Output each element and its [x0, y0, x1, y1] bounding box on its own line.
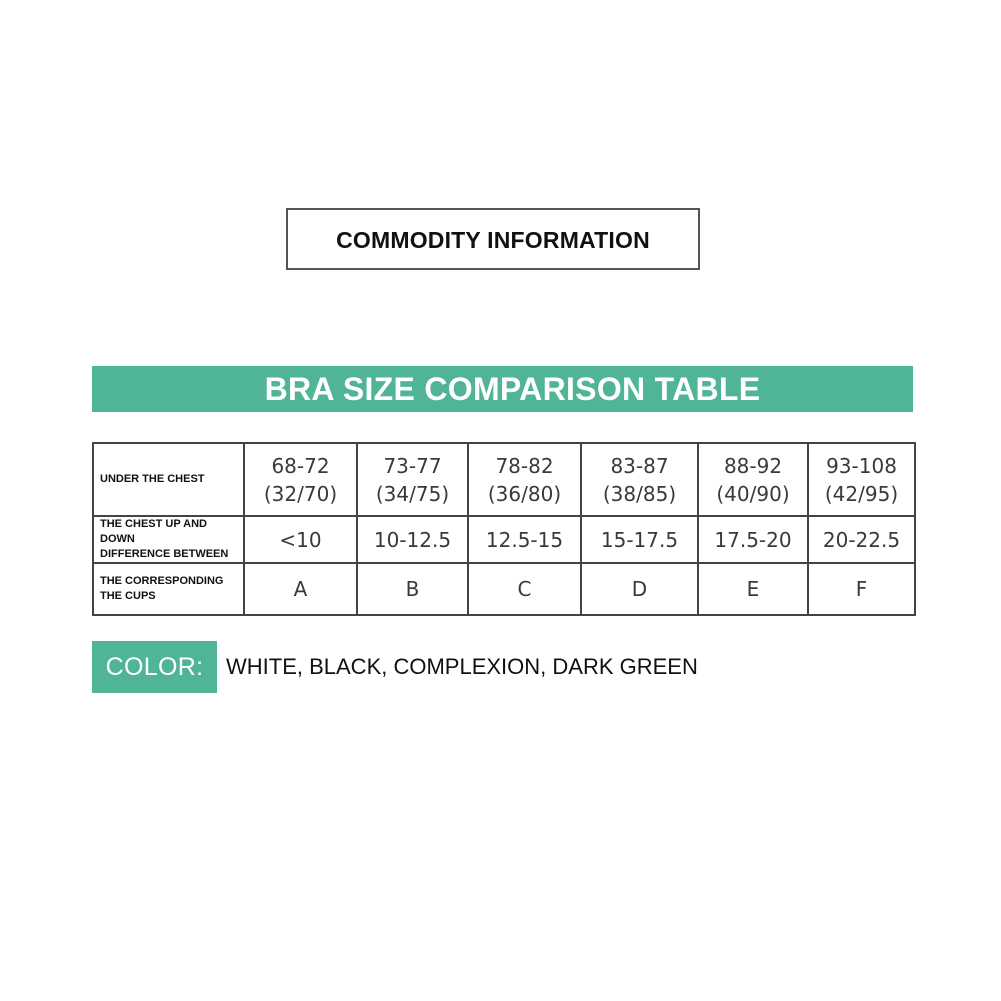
cup-size-row — [93, 563, 915, 615]
table-cell — [808, 563, 915, 615]
table-cell — [808, 516, 915, 563]
table-cell-line: E — [746, 577, 760, 601]
table-cell — [357, 443, 468, 516]
table-cell-line: (40/90) — [716, 481, 790, 506]
commodity-info-box — [286, 208, 700, 270]
row-header-line: THE CORRESPONDING — [100, 575, 224, 587]
table-cell — [698, 563, 808, 615]
table-cell — [244, 516, 357, 563]
table-cell — [698, 443, 808, 516]
row-header-line: UNDER THE CHEST — [100, 473, 205, 485]
row-header — [93, 516, 244, 563]
table-cell-line: 12.5-15 — [485, 527, 564, 552]
table-cell — [244, 563, 357, 615]
table-cell — [468, 443, 581, 516]
color-label-tag — [92, 641, 217, 693]
table-cell-line: D — [631, 577, 648, 601]
table-cell — [581, 516, 698, 563]
table-cell-line: (38/85) — [602, 481, 677, 506]
table-cell-line: B — [405, 577, 420, 601]
bra-size-table — [92, 442, 916, 616]
table-cell — [581, 563, 698, 615]
table-cell — [808, 443, 915, 516]
table-cell — [357, 563, 468, 615]
color-label: COLOR: — [105, 652, 204, 681]
size-table-banner — [92, 366, 913, 412]
table-cell-line: C — [517, 577, 532, 601]
table-cell-line: F — [855, 577, 868, 601]
table-cell-line: (36/80) — [487, 481, 562, 506]
color-values: WHITE, BLACK, COMPLEXION, DARK GREEN — [226, 654, 698, 679]
row-header — [93, 563, 244, 615]
table-cell — [698, 516, 808, 563]
size-table-title: BRA SIZE COMPARISON TABLE — [264, 370, 761, 407]
table-cell-line: (32/70) — [263, 481, 338, 506]
table-cell — [468, 563, 581, 615]
row-header-line: THE CUPS — [100, 590, 156, 602]
under-chest-row — [93, 443, 915, 516]
table-cell — [581, 443, 698, 516]
table-cell-line: A — [293, 577, 308, 601]
table-cell-line: 88-92 — [723, 453, 783, 478]
chest-difference-row — [93, 516, 915, 563]
table-cell — [244, 443, 357, 516]
table-cell-line: 93-108 — [826, 453, 897, 478]
table-cell-line: 68-72 — [271, 453, 330, 478]
commodity-info-title: COMMODITY INFORMATION — [336, 226, 650, 253]
row-header — [93, 443, 244, 516]
row-header-line: THE CHEST UP AND DOWN — [100, 518, 207, 545]
table-cell-line: 15-17.5 — [600, 527, 679, 552]
table-cell-line: 20-22.5 — [822, 527, 901, 552]
table-cell-line: 83-87 — [610, 453, 669, 478]
table-cell-line: 17.5-20 — [714, 527, 792, 552]
row-header-line: DIFFERENCE BETWEEN — [100, 548, 229, 560]
table-cell-line: (42/95) — [824, 481, 899, 506]
table-cell-line: 78-82 — [495, 453, 554, 478]
table-cell — [357, 516, 468, 563]
table-cell-line: <10 — [279, 527, 322, 552]
table-cell-line: 73-77 — [383, 453, 442, 478]
table-cell-line: (34/75) — [375, 481, 450, 506]
table-cell-line: 10-12.5 — [373, 527, 452, 552]
table-cell — [468, 516, 581, 563]
